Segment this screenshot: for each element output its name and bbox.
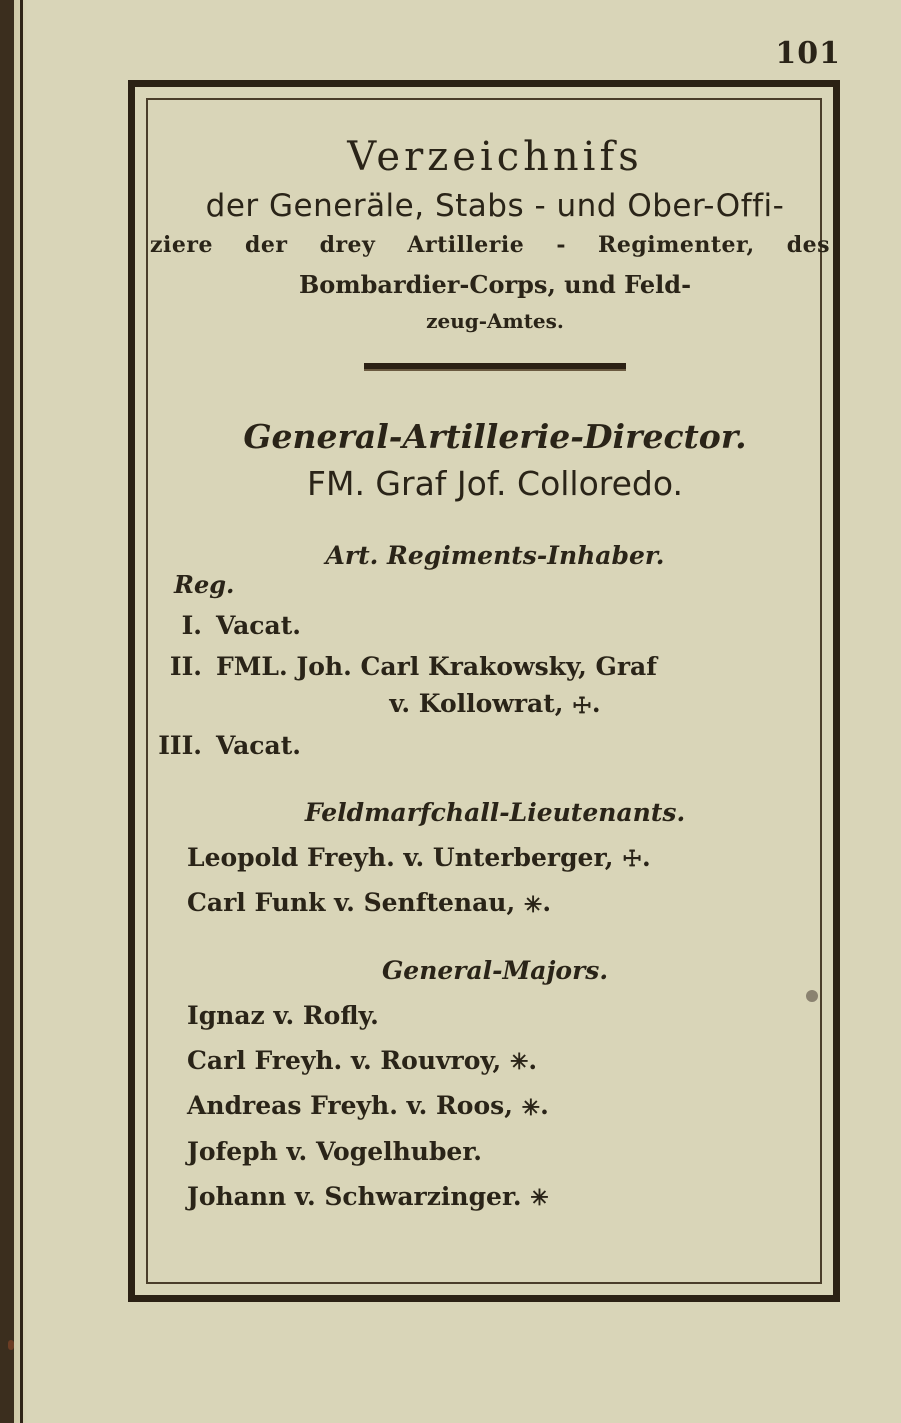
subtitle-line-4: zeug-Amtes. <box>426 309 564 333</box>
list-item: Leopold Freyh. v. Unterberger, ☩. <box>187 842 651 872</box>
regiment-number: I. <box>181 611 202 640</box>
page-title: Verzeichnifs <box>347 134 643 180</box>
gm-list <box>187 1001 840 1212</box>
officer-name: Ignaz v. Rofly. <box>187 1000 379 1030</box>
list-item: Carl Freyh. v. Rouvroy, ✳. <box>187 1045 538 1075</box>
officer-name: Carl Freyh. v. Rouvroy, <box>187 1045 502 1075</box>
gm-heading: General-Majors. <box>381 955 609 985</box>
list-item <box>187 1001 840 1030</box>
officer-name: Johann v. Schwarzinger. <box>187 1181 522 1211</box>
page-number: 101 <box>775 36 841 71</box>
regiment-holder-cont: v. Kollowrat, <box>389 689 564 718</box>
subtitle-line-2: ziere der drey Artillerie - Regimenter, des <box>150 232 830 258</box>
regiment-label: Reg. <box>174 570 235 599</box>
order-cross-icon: ☩ <box>622 846 642 872</box>
officer-name: Jofeph v. Vogelhuber. <box>187 1136 482 1166</box>
director-name: FM. Graf Jof. Colloredo. <box>307 464 683 503</box>
list-item <box>187 1182 840 1212</box>
fml-list <box>187 843 840 918</box>
officer-name: Andreas Freyh. v. Roos, <box>187 1091 513 1120</box>
officer-name: Carl Funk v. Senftenau, <box>187 888 516 917</box>
regiment-holder: FML. Joh. Carl Krakowsky, Graf <box>216 652 657 681</box>
officer-name: Leopold Freyh. v. Unterberger, <box>187 842 614 872</box>
order-star-icon: ✳ <box>521 1094 541 1121</box>
list-item: Carl Funk v. Senftenau, ✳. <box>187 888 552 918</box>
subtitle-line-1: der Generäle, Stabs - und Ober-Offi- <box>205 188 785 224</box>
order-star-icon: ✳ <box>523 891 543 918</box>
ink-dot <box>806 990 818 1002</box>
regiment-row-3 <box>150 731 840 760</box>
regiment-number: II. <box>169 652 202 681</box>
subtitle-line-3: Bombardier-Corps, und Feld- <box>298 270 692 299</box>
regiment-holder: Vacat. <box>216 611 301 640</box>
director-heading: General-Artillerie-Director. <box>243 417 747 456</box>
divider-rule <box>364 363 626 371</box>
spine-line <box>20 0 23 1423</box>
order-cross-icon: ☩ <box>572 692 592 719</box>
book-spine-edge <box>0 0 28 1423</box>
regiment-row-2-continuation: v. Kollowrat, ☩. <box>389 689 601 719</box>
regiments-heading: Art. Regiments-Inhaber. <box>325 541 665 570</box>
regiment-number: III. <box>158 730 202 760</box>
order-star-icon: ✳ <box>530 1185 549 1211</box>
regiment-row-2 <box>150 652 840 681</box>
regiment-row-1 <box>150 611 840 640</box>
fml-heading: Feldmarfchall-Lieutenants. <box>304 797 686 827</box>
regiment-holder: Vacat. <box>216 730 301 760</box>
paper-speck <box>8 1340 14 1350</box>
order-star-icon: ✳ <box>509 1049 529 1075</box>
list-item: Andreas Freyh. v. Roos, ✳. <box>187 1091 549 1121</box>
list-item <box>187 1137 840 1166</box>
page-content <box>150 130 840 1211</box>
